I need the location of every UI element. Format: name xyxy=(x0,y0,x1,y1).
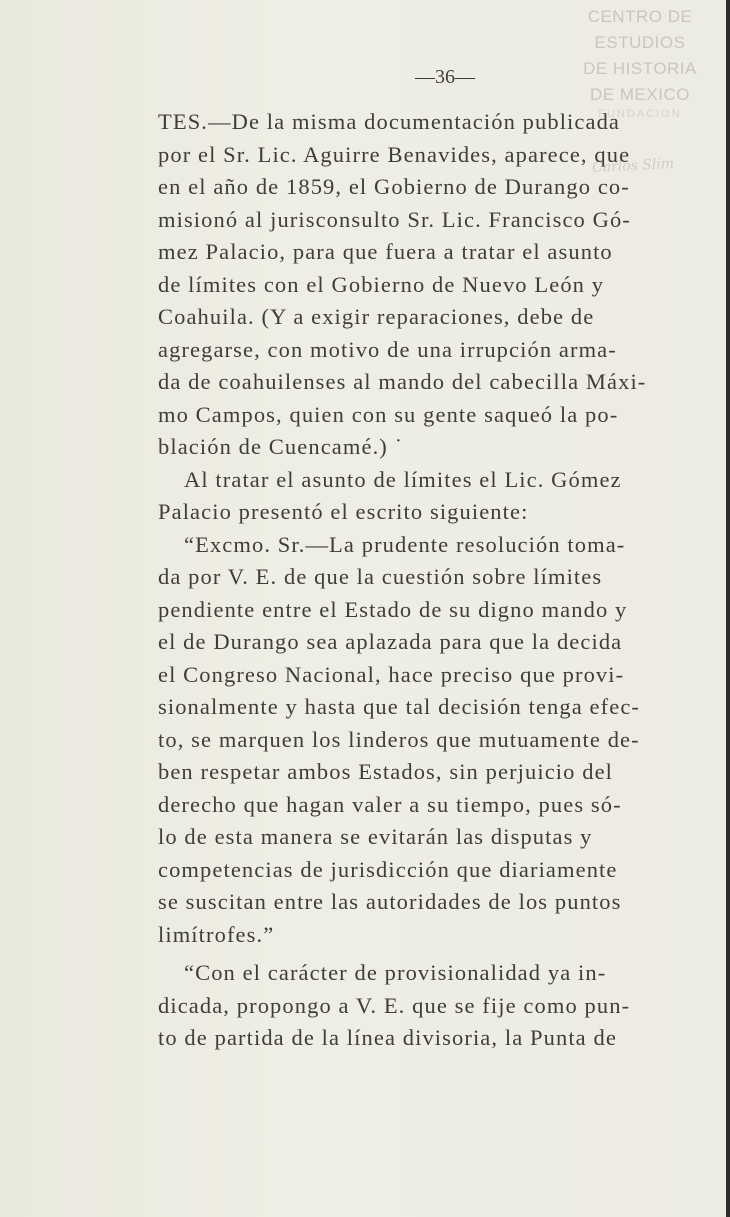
watermark-signature: Carlos Slim xyxy=(591,155,675,177)
text-line: to de partida de la línea divisoria, la Punta de xyxy=(158,1025,617,1050)
watermark-line: ESTUDIOS xyxy=(594,33,686,52)
text-line: se suscitan entre las autoridades de los puntos xyxy=(158,889,622,914)
text-line: agregarse, con motivo de una irrupción arma- xyxy=(158,336,617,362)
text-line: mez Palacio, para que fuera a tratar el asunto xyxy=(158,239,613,264)
text-line: el Congreso Nacional, hace preciso que provi- xyxy=(158,661,625,687)
text-line: “Excmo. Sr.—La prudente resolución toma- xyxy=(184,531,626,557)
text-line: da de coahuilenses al mando del cabecilla Máxi- xyxy=(158,369,647,394)
body-text xyxy=(158,106,728,1055)
page-number: —36— xyxy=(415,66,475,88)
watermark-line: DE HISTORIA xyxy=(583,59,697,78)
text-line: “Con el carácter de provisionalidad ya in- xyxy=(184,960,607,985)
text-line: el de Durango sea aplazada para que la decida xyxy=(158,629,623,654)
text-line: en el año de 1859, el Gobierno de Durango co- xyxy=(158,174,630,199)
text-line: dicada, propongo a V. E. que se fije como pun- xyxy=(158,992,631,1018)
text-line: de límites con el Gobierno de Nuevo León y xyxy=(158,271,605,297)
text-line: pendiente entre el Estado de su digno mando y xyxy=(158,596,628,622)
text-line: TES.—De la misma documentación publicada xyxy=(158,109,621,134)
watermark-line: FUNDACION xyxy=(598,108,682,120)
text-line: Coahuila. (Y a exigir reparaciones, debe de xyxy=(158,304,595,329)
text-line: mo Campos, quien con su gente saqueó la po- xyxy=(158,401,619,427)
text-line: por el Sr. Lic. Aguirre Benavides, aparece, que xyxy=(158,141,631,167)
text-line: competencias de jurisdicción que diariamente xyxy=(158,856,618,882)
text-line: blación de Cuencamé.) ˙ xyxy=(158,434,404,459)
text-line: lo de esta manera se evitarán las disputas y xyxy=(158,824,593,849)
text-line: to, se marquen los linderos que mutuamente de- xyxy=(158,726,640,752)
text-line: sionalmente y hasta que tal decisión tenga efec- xyxy=(158,694,641,719)
text-line: limítrofes.” xyxy=(158,921,275,947)
text-line: Al tratar el asunto de límites el Lic. Gómez xyxy=(184,466,622,492)
text-line: da por V. E. de que la cuestión sobre límites xyxy=(158,564,603,589)
watermark-line: DE MEXICO xyxy=(590,85,690,104)
text-line: misionó al jurisconsulto Sr. Lic. Francisco Gó- xyxy=(158,206,631,232)
library-watermark xyxy=(560,4,720,120)
watermark-line: CENTRO DE xyxy=(587,7,693,26)
text-line: ben respetar ambos Estados, sin perjuicio del xyxy=(158,759,614,784)
text-line: Palacio presentó el escrito siguiente: xyxy=(158,499,529,524)
text-line: derecho que hagan valer a su tiempo, pues só- xyxy=(158,791,622,817)
